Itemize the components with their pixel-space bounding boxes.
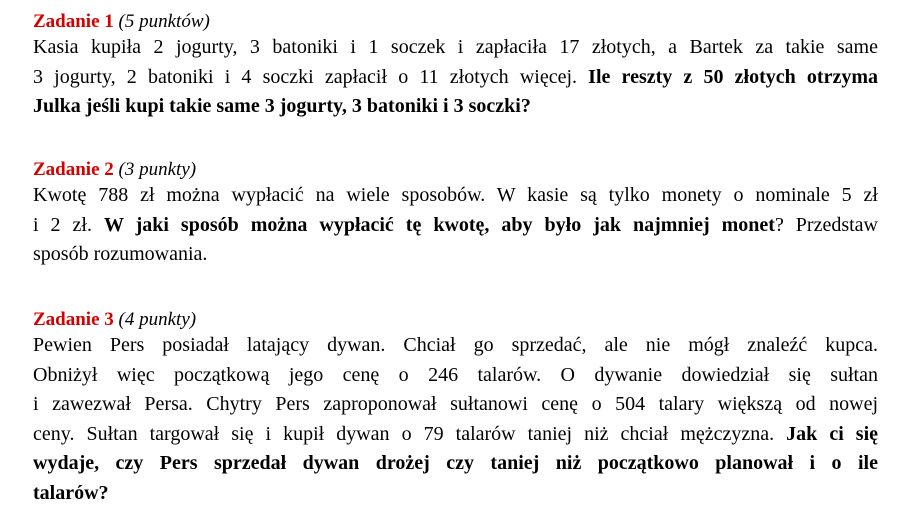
task-1 <box>33 10 878 122</box>
task-3-points: (4 punkty) <box>118 309 197 330</box>
task-3 <box>33 308 878 508</box>
task-3-line <box>33 361 878 391</box>
task-2-title: Zadanie 2 <box>33 159 114 180</box>
task-1-body <box>33 33 878 122</box>
question-text: Jak ci się <box>786 422 878 445</box>
task-3-line <box>33 331 878 361</box>
body-text: 3 jogurty, 2 batoniki i 4 soczki zapłacił o 11 złotych więcej. <box>33 65 589 88</box>
task-1-points: (5 punktów) <box>118 11 210 32</box>
task-2 <box>33 158 878 270</box>
body-text: i zawezwał Persa. Chytry Pers zaproponował sułtanowi cenę o 504 talary większą od nowej <box>33 393 878 415</box>
body-text: ? Przedstaw <box>774 213 879 236</box>
body-text: Kwotę 788 zł można wypłacić na wiele sposobów. W kasie są tylko monety o nominale 5 zł <box>33 184 878 206</box>
task-2-header <box>33 158 878 181</box>
task-1-title: Zadanie 1 <box>33 11 114 32</box>
task-3-header <box>33 308 878 331</box>
question-text: W jaki sposób można wypłacić tę kwotę, aby było jak najmniej monet <box>103 213 775 236</box>
question-text: Ile reszty z 50 złotych otrzyma <box>588 65 878 88</box>
task-3-line <box>33 479 878 509</box>
task-1-line <box>33 92 878 122</box>
task-3-line <box>33 420 878 450</box>
question-text: Julka jeśli kupi takie same 3 jogurty, 3 batoniki i 3 soczki? <box>33 95 531 117</box>
task-1-header <box>33 10 878 33</box>
body-text: Pewien Pers posiadał latający dywan. Chciał go sprzedać, ale nie mógł znaleźć kupca. <box>33 334 878 356</box>
task-1-line <box>33 63 878 93</box>
task-3-body <box>33 331 878 508</box>
body-text: ceny. Sułtan targował się i kupił dywan o 79 talarów taniej niż chciał mężczyzna. <box>33 422 787 445</box>
task-2-line <box>33 211 878 241</box>
body-text: i 2 zł. <box>33 213 104 236</box>
body-text: Kasia kupiła 2 jogurty, 3 batoniki i 1 soczek i zapłaciła 17 złotych, a Bartek za takie same <box>33 36 878 58</box>
task-2-body <box>33 181 878 270</box>
body-text: Obniżył więc początkową jego cenę o 246 talarów. O dywanie dowiedział się sułtan <box>33 363 878 386</box>
question-text: wydaje, czy Pers sprzedał dywan drożej czy taniej niż początkowo planował i o ile <box>33 452 878 474</box>
task-2-line <box>33 240 878 270</box>
task-2-points: (3 punkty) <box>118 159 197 180</box>
task-3-title: Zadanie 3 <box>33 309 114 330</box>
question-text: talarów? <box>33 481 109 504</box>
task-1-line <box>33 33 878 63</box>
body-text: sposób rozumowania. <box>33 243 208 265</box>
task-3-line <box>33 449 878 479</box>
task-2-line <box>33 181 878 211</box>
task-3-line <box>33 390 878 420</box>
